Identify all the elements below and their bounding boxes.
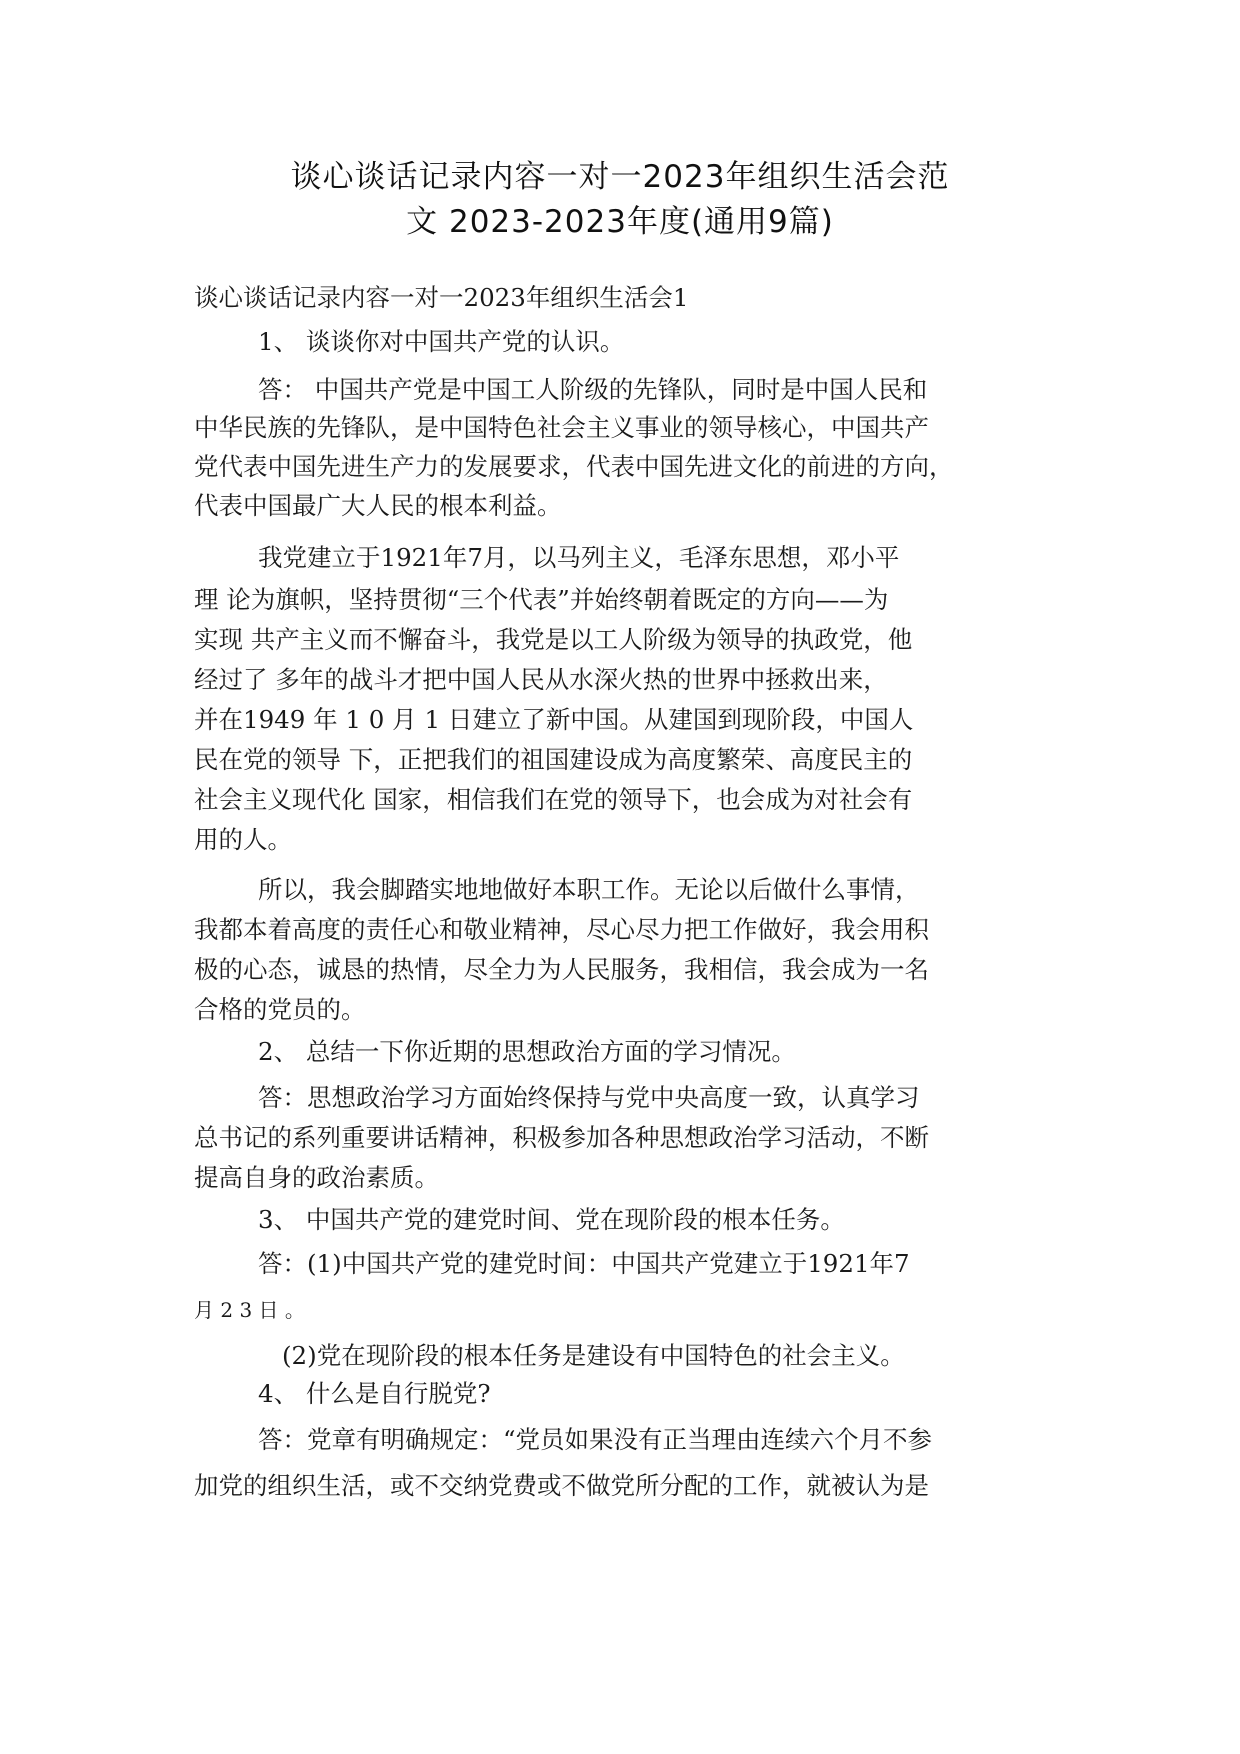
paragraph-line: 经过了 多年的战斗才把中国人民从水深火热的世界中拯救出来， <box>194 665 888 694</box>
question-1: 1、 谈谈你对中国共产党的认识。 <box>258 327 625 356</box>
paragraph-line: 加党的组织生活，或不交纳党费或不做党所分配的工作，就被认为是 <box>194 1471 929 1500</box>
paragraph-line: 并在1949 年 1 0 月 1 日建立了新中国。从建国到现阶段，中国人 <box>194 705 914 734</box>
paragraph-line: 答： 中国共产党是中国工人阶级的先锋队，同时是中国人民和 <box>258 375 928 404</box>
paragraph-line: 中华民族的先锋队，是中国特色社会主义事业的领导核心，中国共产 <box>194 413 929 442</box>
paragraph-line: 总书记的系列重要讲话精神，积极参加各种思想政治学习活动，不断 <box>194 1123 929 1152</box>
paragraph-line: 我党建立于1921年7月，以马列主义，毛泽东思想，邓小平 <box>258 543 900 572</box>
paragraph-line: 代表中国最广大人民的根本利益。 <box>194 491 562 520</box>
question-3: 3、 中国共产党的建党时间、党在现阶段的根本任务。 <box>258 1205 845 1234</box>
question-2: 2、 总结一下你近期的思想政治方面的学习情况。 <box>258 1037 796 1066</box>
paragraph-line: (2)党在现阶段的根本任务是建设有中国特色的社会主义。 <box>282 1341 905 1370</box>
question-4: 4、 什么是自行脱党? <box>258 1379 491 1408</box>
paragraph-line: 理 论为旗帜，坚持贯彻“三个代表”并始终朝着既定的方向——为 <box>194 585 889 614</box>
paragraph-line: 答：党章有明确规定：“党员如果没有正当理由连续六个月不参 <box>258 1425 933 1454</box>
document-title-line-2: 文 2023-2023年度(通用9篇) <box>406 204 834 240</box>
paragraph-line: 答：思想政治学习方面始终保持与党中央高度一致，认真学习 <box>258 1083 920 1112</box>
paragraph-line: 月 2 3 日 。 <box>194 1298 305 1322</box>
paragraph-line: 提高自身的政治素质。 <box>194 1163 439 1192</box>
paragraph-line: 实现 共产主义而不懈奋斗，我党是以工人阶级为领导的执政党，他 <box>194 625 913 654</box>
paragraph-line: 答：(1)中国共产党的建党时间：中国共产党建立于1921年7 <box>258 1249 910 1278</box>
paragraph-line: 所以，我会脚踏实地地做好本职工作。无论以后做什么事情， <box>258 875 920 904</box>
paragraph-line: 党代表中国先进生产力的发展要求，代表中国先进文化的前进的方向， <box>194 452 954 481</box>
document-title-line-1: 谈心谈话记录内容一对一2023年组织生活会范 <box>290 159 950 195</box>
paragraph-line: 民在党的领导 下，正把我们的祖国建设成为高度繁荣、高度民主的 <box>194 745 913 774</box>
paragraph-line: 极的心态，诚恳的热情，尽全力为人民服务，我相信，我会成为一名 <box>194 955 929 984</box>
paragraph-line: 用的人。 <box>194 825 292 854</box>
paragraph-line: 社会主义现代化 国家，相信我们在党的领导下，也会成为对社会有 <box>194 785 913 814</box>
paragraph-line: 我都本着高度的责任心和敬业精神，尽心尽力把工作做好，我会用积 <box>194 915 929 944</box>
paragraph-line: 合格的党员的。 <box>194 995 366 1024</box>
section-heading: 谈心谈话记录内容一对一2023年组织生活会1 <box>194 283 689 312</box>
